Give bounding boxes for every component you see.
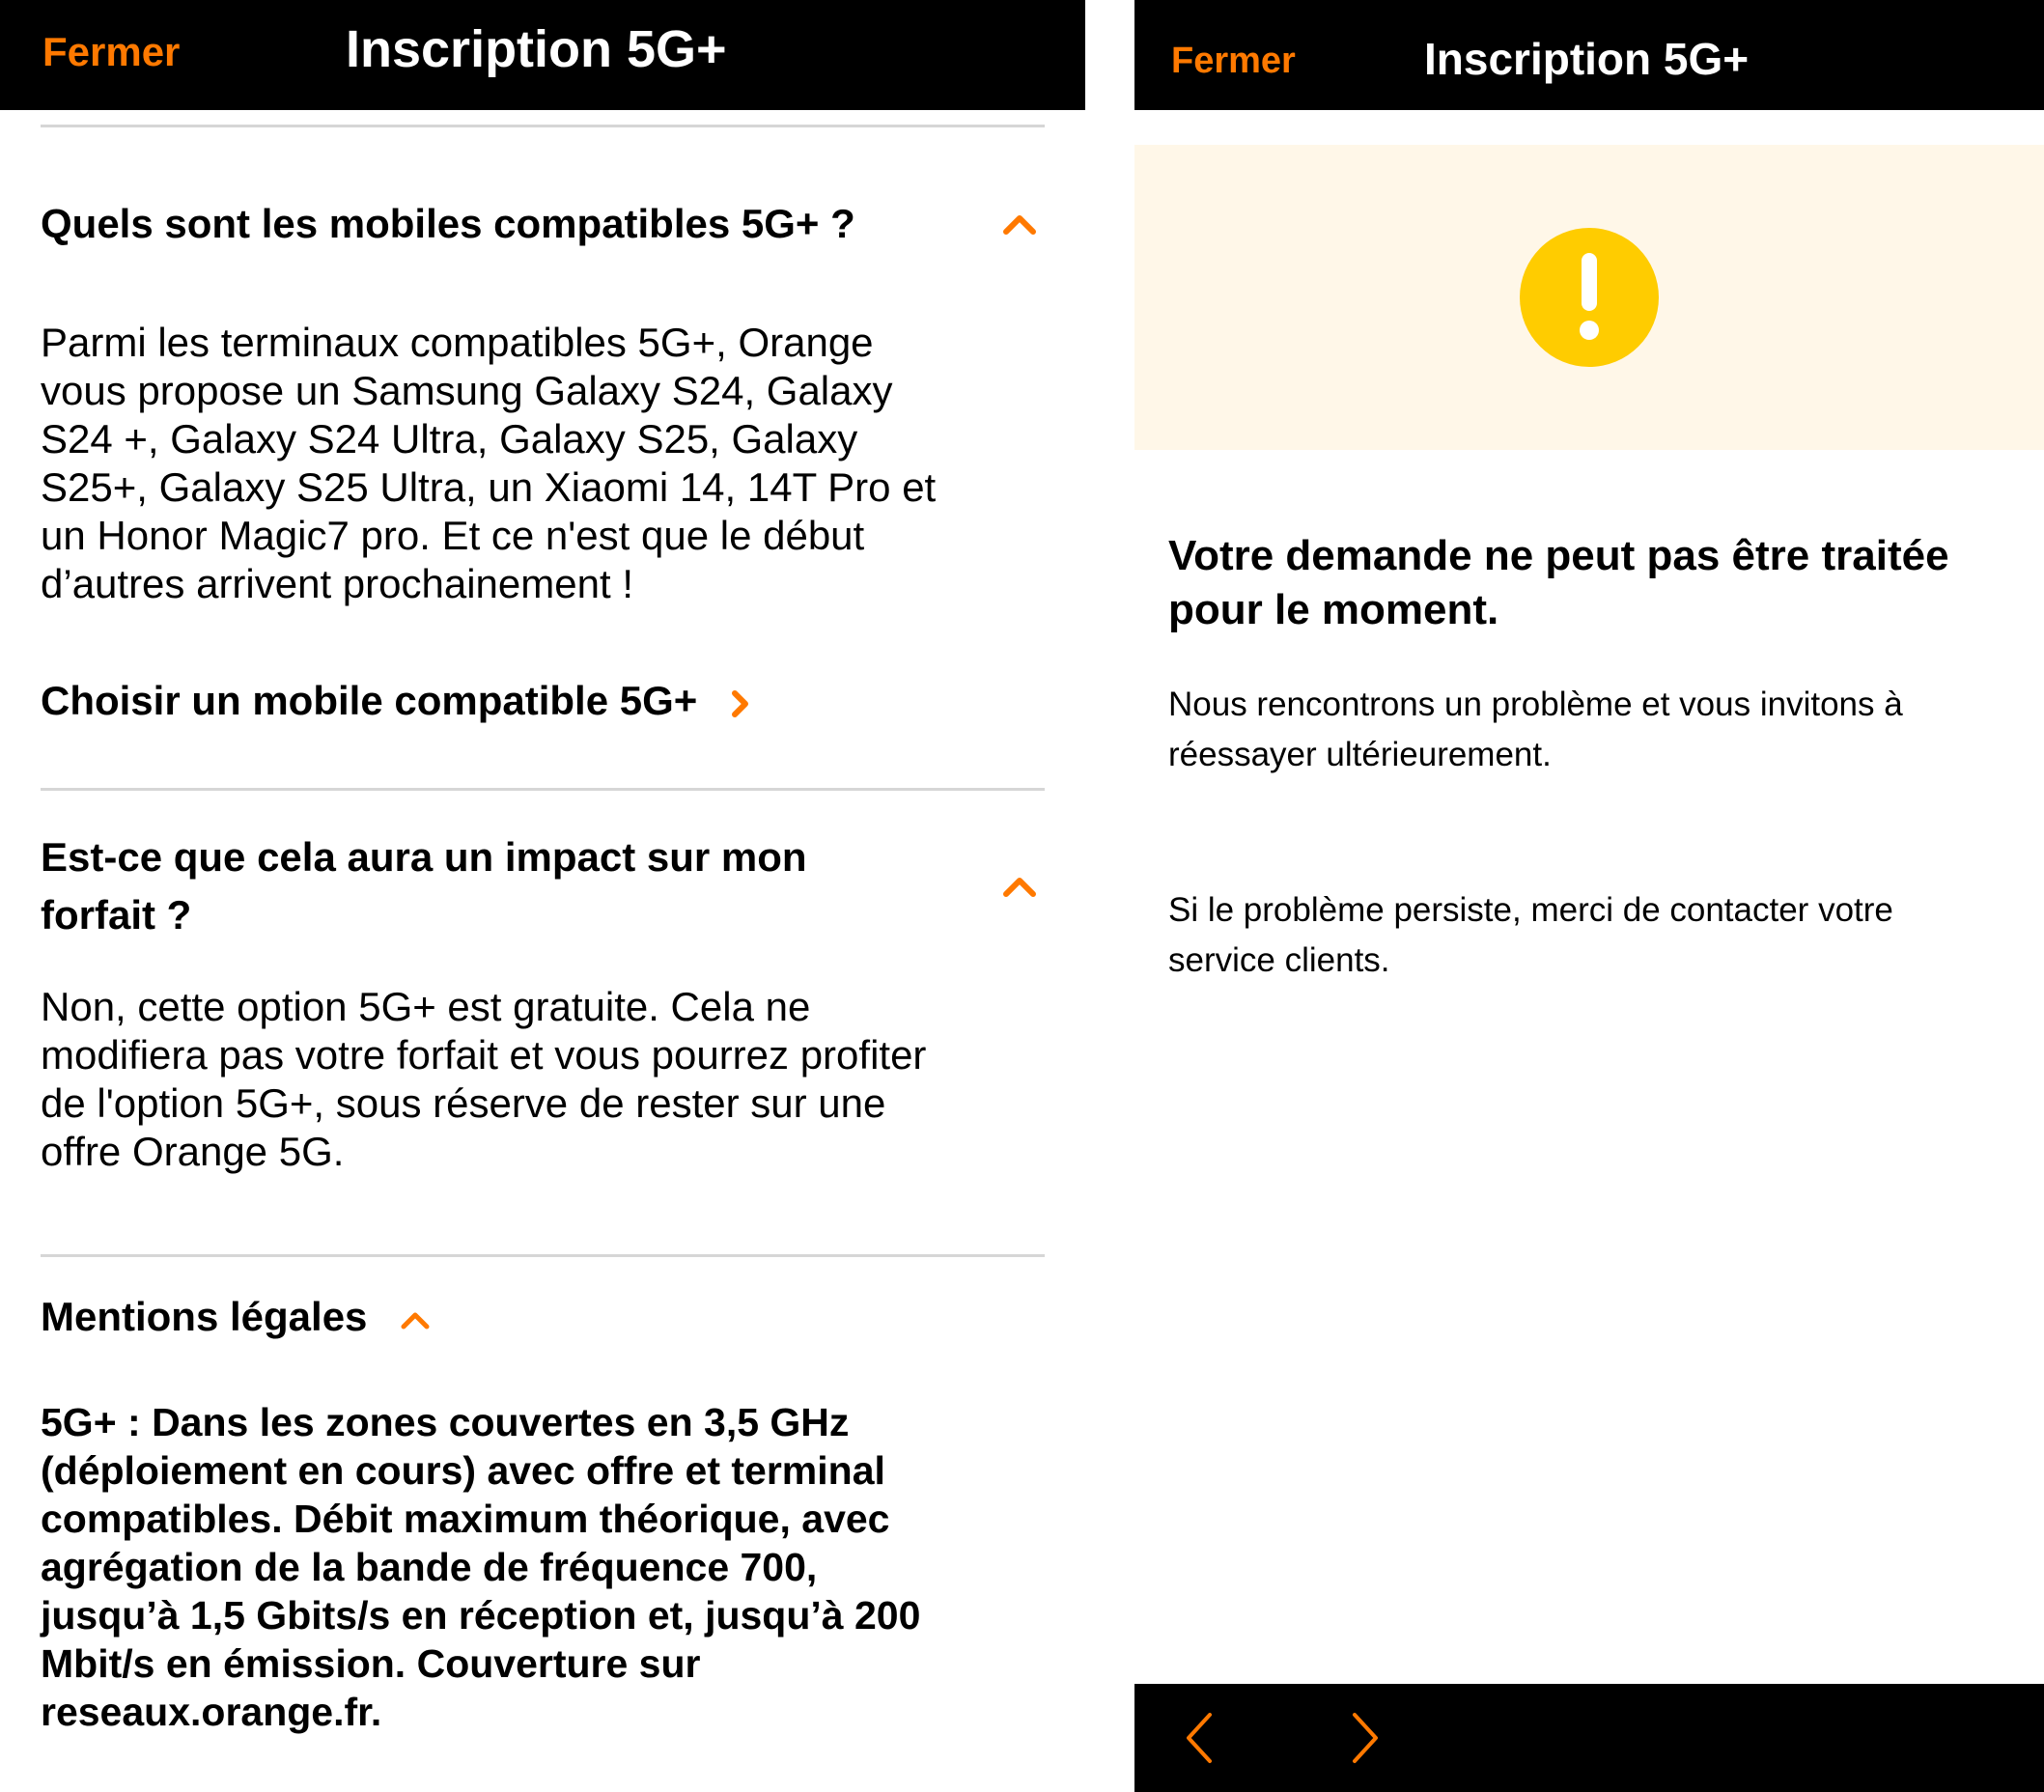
forward-arrow-icon[interactable] [1349,1711,1382,1765]
divider [41,788,1045,791]
top-navigation-bar [0,0,1085,110]
chevron-up-icon[interactable] [1002,210,1037,236]
legal-heading: Mentions légales [41,1294,368,1339]
answer-line: S24 +, Galaxy S24 Ultra, Galaxy S25, Galaxy [41,416,858,462]
error-title-line: pour le moment. [1168,586,1499,633]
close-button[interactable]: Fermer [42,29,181,74]
legal-line: (déploiement en cours) avec offre et terminal [41,1448,885,1493]
error-title-line: Votre demande ne peut pas être traitée [1168,532,1949,579]
exclamation-icon [1520,228,1659,367]
chevron-right-icon [730,688,751,719]
question-line: forfait ? [41,892,192,938]
faq-question-compatible[interactable]: Quels sont les mobiles compatibles 5G+ ? [41,201,855,246]
answer-line: de l'option 5G+, sous réserve de rester sur une [41,1080,886,1126]
answer-line: vous propose un Samsung Galaxy S24, Galaxy [41,368,893,413]
choose-mobile-label: Choisir un mobile compatible 5G+ [41,678,698,723]
legal-text [41,1398,1045,1736]
back-arrow-icon[interactable] [1183,1711,1216,1765]
choose-mobile-link[interactable] [41,678,751,724]
question-line: Est-ce que cela aura un impact sur mon [41,834,807,880]
answer-line: Parmi les terminaux compatibles 5G+, Orange [41,320,874,365]
divider [41,1254,1045,1257]
legal-line: 5G+ : Dans les zones couvertes en 3,5 GHz [41,1400,850,1444]
warning-banner [1134,145,2044,450]
legal-mentions-toggle[interactable] [41,1294,431,1340]
error-message-line: Nous rencontrons un problème et vous invitons à [1168,686,1903,723]
answer-line: un Honor Magic7 pro. Et ce n'est que le début [41,513,865,558]
answer-line: offre Orange 5G. [41,1129,345,1174]
answer-line: Non, cette option 5G+ est gratuite. Cela ne [41,984,811,1029]
faq-answer-compatible [41,319,1025,608]
faq-answer-impact [41,983,1025,1176]
faq-question-impact[interactable] [41,828,967,944]
chevron-up-icon[interactable] [1002,873,1037,898]
legal-line: jusqu’à 1,5 Gbits/s en réception et, jusqu’à 200 [41,1593,921,1638]
error-screen [1134,0,2044,1792]
error-message [1168,680,2018,780]
chevron-up-icon [400,1308,431,1331]
error-message-line: réessayer ultérieurement. [1168,736,1552,773]
bottom-toolbar [1134,1684,2044,1792]
answer-line: modifiera pas votre forfait et vous pourrez profiter [41,1032,927,1078]
support-message [1168,885,2018,986]
divider [41,125,1045,127]
close-button[interactable]: Fermer [1171,41,1296,81]
legal-line: compatibles. Débit maximum théorique, avec [41,1497,890,1541]
answer-line: S25+, Galaxy S25 Ultra, un Xiaomi 14, 14T Pro et [41,464,937,510]
legal-line: reseaux.orange.fr. [41,1690,382,1734]
page-title: Inscription 5G+ [346,20,727,78]
error-title [1168,529,2018,637]
legal-line: agrégation de la bande de fréquence 700, [41,1545,818,1589]
answer-line: d’autres arrivent prochainement ! [41,561,633,606]
page-title: Inscription 5G+ [1424,34,1750,84]
support-message-line: Si le problème persiste, merci de contacter votre [1168,891,1893,929]
legal-line: Mbit/s en émission. Couverture sur [41,1641,701,1686]
top-navigation-bar [1134,0,2044,110]
support-message-line: service clients. [1168,941,1390,979]
